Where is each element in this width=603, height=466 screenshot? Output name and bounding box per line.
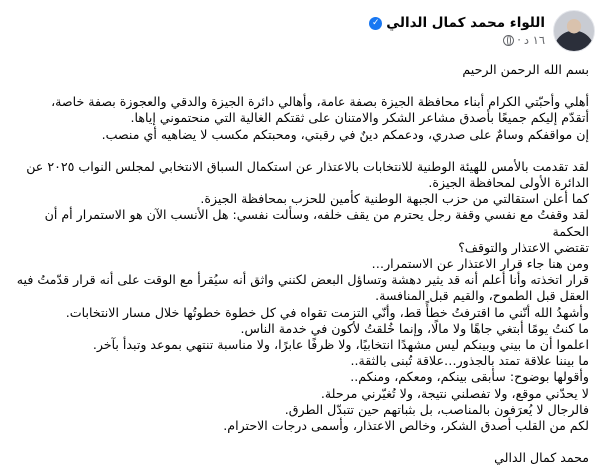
post-text-line: لا يحدّني موقع، ولا تفصلني نتيجة، ولا تُغيّرني مرحلة. [320,385,589,401]
post-text-line: لكم من القلب أصدق الشكر، وخالص الاعتذار، وأسمى درجات الاحترام. [223,418,589,434]
post-text-line: تقتضي الاعتذار والتوقف؟ [458,239,589,255]
author-row [369,15,545,31]
post-text-line: قرار اتخذته وأنا أعلم أنه قد يثير دهشة وتساؤل البعض لكنني واثق أنه سيُقرأ مع الوقت على أنه قرار قدّمتُ فيه [16,272,589,288]
post-text-line: ومن هنا جاء قرار الاعتذار عن الاستمرار… [371,256,589,272]
post-text-line: أهلي وأحبّتي الكرام أبناء محافظة الجيزة بصفة عامة، وأهالي دائرة الجيزة والدقي والعجوزة بصفة خاصة، [51,94,589,110]
globe-icon[interactable] [503,35,514,46]
post-text-line: لقد وقفتُ مع نفسي وقفة رجل يحترم من يقف خلفه، وسألت نفسي: هل الأنسب الآن هو الاستمرار أم أن الحكمة [44,207,589,239]
post-text-line: وأقولها بوضوح: سأبقى بينكم، ومعكم، ومنكم.. [350,369,589,385]
post-text-line: وأشهدُ الله أنّني ما اقترفتُ خطأً قط، وأنّي التزمت تقواه في كل خطوة خطوتُها خلال مسار الانتخابات. [65,304,589,320]
post-text-line: الدائرة الأولى لمحافظة الجيزة. [428,175,589,191]
post-meta [369,15,545,47]
post-text-line: محمد كمال الدالي [494,450,589,466]
post-text-line: اعلموا أن ما بيني وبينكم ليس مشهدًا انتخابيًا، ولا ظرفًا عابرًا، ولا مناسبة تنتهي بموعد وتبدأ بآخر. [92,337,589,353]
author-name[interactable]: اللواء محمد كمال الدالي [386,15,545,31]
post-text-line: ما كنتُ يومًا أبتغي جاهًا ولا مالًا، وإنما خُلقتُ لأكون في خدمة الناس. [240,320,589,336]
paragraph-gap [10,78,589,94]
post-text-line: ما بيننا علاقة تمتد بالجذور…علاقة تُبنى بالثقة.. [350,353,589,369]
verified-badge-icon: ✓ [369,17,382,30]
meta-separator: · [517,33,521,47]
post-header [8,8,595,54]
paragraph-gap [10,434,589,450]
post-text-line: بسم الله الرحمن الرحيم [462,62,589,77]
post-text-line: لقد تقدمت بالأمس للهيئة الوطنية للانتخابات بالاعتذار عن استكمال السباق الانتخابي لمجلس النواب ٢٠٢٥ عن [26,158,589,174]
paragraph-gap [10,143,589,159]
post-text [10,62,589,466]
timestamp-row [369,33,545,47]
post-text-line: كما أعلن استقالتي من حزب الجبهة الوطنية كأمين للحزب بمحافظة الجيزة. [200,191,589,207]
post-text-line: أتقدّم إليكم جميعًا بأصدق مشاعر الشكر والامتنان على ثقتكم الغالية التي منحتموني إياها. [130,110,589,126]
post-text-line: العقل قبل الطموح، والقيم قبل المنافسة. [375,288,589,304]
post-text-line: فالرجال لا يُعرَفون بالمناصب، بل بثباتهم حين تتبدّل الطرق. [284,401,589,417]
author-avatar[interactable] [553,10,595,52]
post-timestamp[interactable]: ١٦ د [523,33,545,47]
post-text-line: إن مواقفكم وسامٌ على صدري، ودعمكم دينٌ في رقبتي، ومحبتكم مكسب لا يضاهيه أي منصب. [101,126,589,142]
